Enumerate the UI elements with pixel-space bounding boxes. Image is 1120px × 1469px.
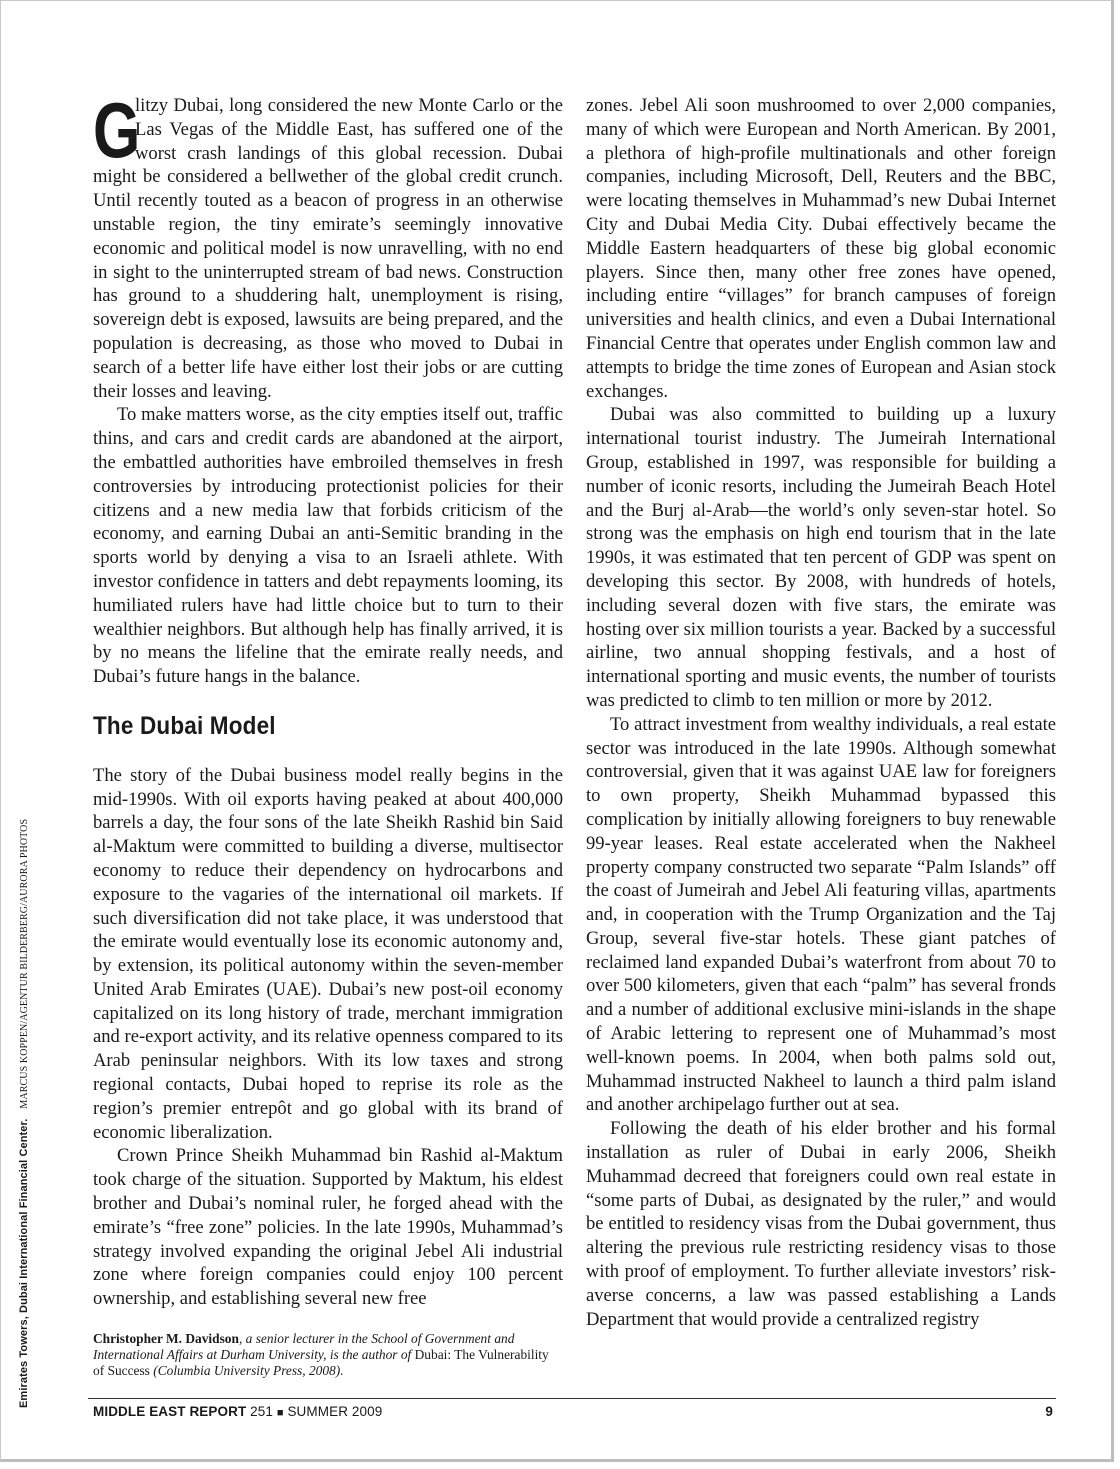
page-number: 9 [1045,1404,1053,1419]
paragraph: To attract investment from wealthy individuals, a real estate sector was introduced in the late 1990s. Although somewhat controversial, given that it was against UAE law for foreigners to own property, Sheikh Muhammad bypassed this complication by initially allowing foreigners to buy renewable 99-year leases. Real estate accelerated when the Nakheel property company constructed two separate “Palm Islands” off the coast of Jumeirah and Jebel Ali featuring villas, apartments and, in cooperation with the Trump Organization and the Taj Group, several five-star hotels. These giant patches of reclaimed land expanded Dubai’s waterfront from about 70 to over 500 kilometers, given that each “palm” has several fronds and a number of additional exclusive mini-islands in the shape of Arabic lettering to represent one of Muhammad’s most well-known poems. In 2004, when both palms sold out, Muhammad instructed Nakheel to launch a third palm island and another archipelago further out at sea. [586,713,1056,1116]
section-heading: The Dubai Model [93,711,276,740]
paragraph: zones. Jebel Ali soon mushroomed to over 2,000 companies, many of which were European and North American. By 2001, a plethora of high-profile multinationals and other foreign companies, including Microsoft, Dell, Reuters and the BBC, were locating themselves in Muhammad’s new Dubai Internet City and Dubai Media City. Dubai effectively became the Middle Eastern headquarters of these big global economic players. Since then, many other free zones have opened, including entire “villages” for branch campuses of foreign universities and health clinics, and even a Dubai International Financial Centre that operates under English common law and attempts to bridge the time zones of European and Asian stock exchanges. [586,95,1056,402]
author-bio [93,1331,563,1379]
right-column [586,94,1056,1331]
paragraph: Crown Prince Sheikh Muhammad bin Rashid al-Maktum took charge of the situation. Supported by Maktum, his eldest brother and Dubai’s nominal ruler, he forged ahead with the emirate’s “free zone” policies. In the late 1990s, Muhammad’s strategy involved expanding the original Jebel Ali industrial zone where foreign companies could enjoy 100 percent ownership, and establishing several new free [93,1145,563,1310]
issue-number: 251 [246,1404,277,1419]
bio-publisher: (Columbia University Press, 2008). [149,1363,344,1378]
paragraph-intro [93,86,563,403]
paragraph: To make matters worse, as the city empties itself out, traffic thins, and cars and credit cards are abandoned at the airport, the embattled authorities have embroiled themselves in fresh controversies by introducing protectionist policies for their citizens and a new media law that forbids criticism of the economy, and earning Dubai an anti-Semitic branding in the sports world by denying a visa to an Israeli athlete. With investor confidence in tatters and debt repayments looming, its humiliated rulers have had little choice but to turn to their wealthier neighbors. But although help has finally arrived, it is by no means the lifeline that the emirate really needs, and Dubai’s future hangs in the balance. [93,404,563,688]
page-footer [93,1404,1056,1419]
left-column [93,86,563,1311]
paragraph: Following the death of his elder brother and his formal installation as ruler of Dubai in early 2006, Sheikh Muhammad decreed that foreigners could own real estate in “some parts of Dubai, as designated by the ruler,” and would be entitled to residency visas from the Dubai government, thus altering the previous rule restricting residency visas to those with proof of employment. To further alleviate investors’ risk-averse concerns, a law was passed establishing a Lands Department that would provide a centralized registry [586,1118,1056,1330]
journal-name: MIDDLE EAST REPORT [93,1404,247,1419]
bio-text: , a senior lecturer in the School of Government and International Affairs at Durham University, is the author of [93,1331,515,1362]
paragraph: Dubai was also committed to building up a luxury international tourist industry. The Jumeirah International Group, established in 1997, was responsible for building a number of iconic resorts, including the Jumeirah Beach Hotel and the Burj al-Arab—the world’s only seven-star hotel. So strong was the emphasis on high end tourism that in the late 1990s, it was estimated that ten percent of GDP was spent on developing this sector. By 2008, with hundreds of hotels, including several dozen with five stars, the emirate was hosting over six million tourists a year. Backed by a successful airline, two annual shopping festivals, and a host of international sporting and music events, the number of tourists was predicted to climb to ten million or more by 2012. [586,404,1056,711]
drop-cap: G [93,86,141,174]
paragraph: The story of the Dubai business model really begins in the mid-1990s. With oil exports having peaked at about 400,000 barrels a day, the four sons of the late Sheikh Rashid bin Said al-Maktum were committed to building a diverse, multisector economy to reduce their dependency on hydrocarbons and exposure to the vagaries of the international oil markets. If such diversification did not take place, it was understood that the emirate would eventually lose its economic autonomy and, by extension, its political autonomy within the seven-member United Arab Emirates (UAE). Dubai’s new post-oil economy capitalized on its long history of trade, merchant immigration and re-export activity, and its relative openness compared to its Arab peninsular neighbors. With its low taxes and strong regional contacts, Dubai hoped to reprise its role as the region’s premier entrepôt and go global with its brand of economic liberalization. [93,764,563,1143]
separator-square: ■ [276,1407,284,1419]
intro-text: litzy Dubai, long considered the new Monte Carlo or the Las Vegas of the Middle East, has suffered one of the worst crash landings of this global recession. Dubai might be considered a bellwether of the global credit crunch. Until recently touted as a beacon of progress in an otherwise unstable region, the tiny emirate’s seemingly innovative economic and political model is now unravelling, with no end in sight to the uninterrupted stream of bad news. Construction has ground to a shuddering halt, unemployment is rising, sovereign debt is exposed, lawsuits are being prepared, and the population is decreasing, as those who moved to Dubai in search of a better life have either lost their jobs or are cutting their losses and leaving. [93,95,563,402]
footer-rule [88,1398,1056,1399]
book-title: Dubai: The Vulnerability of Success [93,1347,549,1378]
photo-credit [18,819,30,1408]
issue-season: SUMMER 2009 [283,1404,383,1419]
photographer-credit: MARCUS KOPPEN/AGENTUR BILDERBERG/AURORA PHOTOS [19,818,30,1109]
photo-caption: Emirates Towers, Dubai International Financial Center. [18,1118,30,1408]
author-name: Christopher M. Davidson [93,1331,239,1346]
